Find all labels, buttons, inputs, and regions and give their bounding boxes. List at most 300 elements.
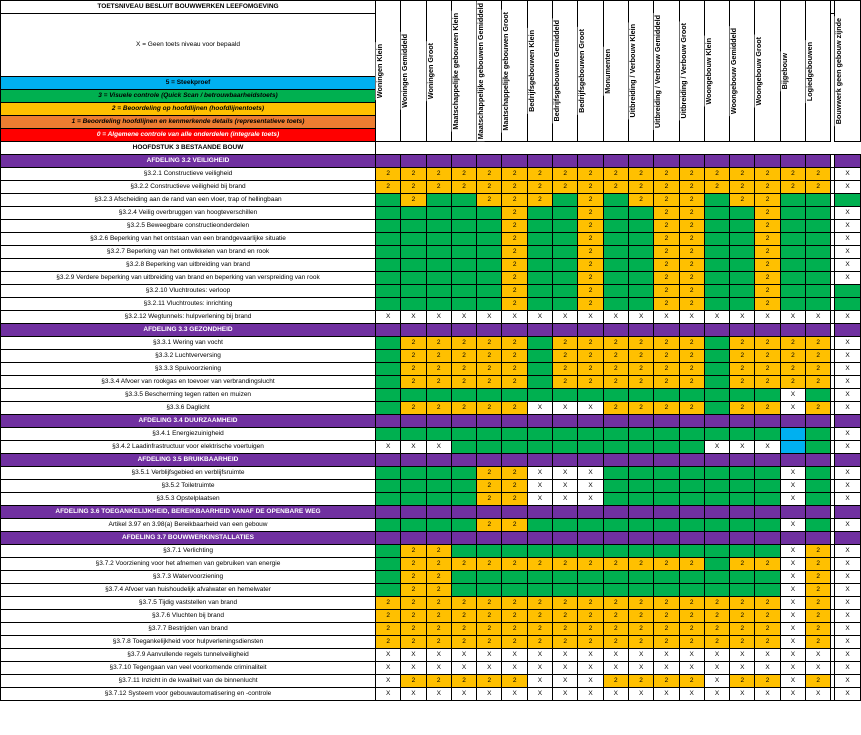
value-cell[interactable] bbox=[755, 441, 780, 454]
value-cell[interactable] bbox=[553, 636, 578, 649]
value-cell[interactable] bbox=[451, 181, 476, 194]
value-cell[interactable] bbox=[835, 597, 860, 610]
value-cell[interactable] bbox=[780, 311, 805, 324]
value-cell[interactable] bbox=[426, 519, 451, 532]
value-cell[interactable] bbox=[806, 584, 831, 597]
value-cell[interactable] bbox=[376, 675, 401, 688]
value-cell[interactable] bbox=[654, 389, 679, 402]
value-cell[interactable] bbox=[578, 584, 603, 597]
value-cell[interactable] bbox=[755, 688, 780, 701]
value-cell[interactable] bbox=[376, 311, 401, 324]
value-cell[interactable] bbox=[502, 428, 527, 441]
value-cell[interactable] bbox=[704, 285, 729, 298]
value-cell[interactable] bbox=[502, 220, 527, 233]
value-cell[interactable] bbox=[806, 402, 831, 415]
value-cell[interactable] bbox=[755, 623, 780, 636]
value-cell[interactable] bbox=[553, 428, 578, 441]
value-cell[interactable] bbox=[806, 441, 831, 454]
value-cell[interactable] bbox=[730, 220, 755, 233]
value-cell[interactable] bbox=[603, 350, 628, 363]
value-cell[interactable] bbox=[376, 376, 401, 389]
value-cell[interactable] bbox=[401, 389, 426, 402]
value-cell[interactable] bbox=[806, 675, 831, 688]
value-cell[interactable] bbox=[451, 467, 476, 480]
value-cell[interactable] bbox=[835, 285, 860, 298]
value-cell[interactable] bbox=[451, 168, 476, 181]
value-cell[interactable] bbox=[730, 636, 755, 649]
value-cell[interactable] bbox=[502, 298, 527, 311]
value-cell[interactable] bbox=[477, 363, 502, 376]
value-cell[interactable] bbox=[376, 233, 401, 246]
value-cell[interactable] bbox=[426, 376, 451, 389]
value-cell[interactable] bbox=[477, 389, 502, 402]
value-cell[interactable] bbox=[628, 675, 653, 688]
value-cell[interactable] bbox=[603, 311, 628, 324]
value-cell[interactable] bbox=[553, 298, 578, 311]
value-cell[interactable] bbox=[628, 311, 653, 324]
value-cell[interactable] bbox=[654, 688, 679, 701]
value-cell[interactable] bbox=[578, 207, 603, 220]
value-cell[interactable] bbox=[730, 597, 755, 610]
value-cell[interactable] bbox=[755, 337, 780, 350]
value-cell[interactable] bbox=[603, 337, 628, 350]
value-cell[interactable] bbox=[730, 207, 755, 220]
value-cell[interactable] bbox=[376, 480, 401, 493]
value-cell[interactable] bbox=[451, 597, 476, 610]
value-cell[interactable] bbox=[527, 623, 552, 636]
value-cell[interactable] bbox=[477, 493, 502, 506]
value-cell[interactable] bbox=[679, 233, 704, 246]
value-cell[interactable] bbox=[806, 220, 831, 233]
value-cell[interactable] bbox=[578, 636, 603, 649]
value-cell[interactable] bbox=[654, 285, 679, 298]
value-cell[interactable] bbox=[755, 480, 780, 493]
value-cell[interactable] bbox=[780, 571, 805, 584]
value-cell[interactable] bbox=[401, 636, 426, 649]
value-cell[interactable] bbox=[553, 584, 578, 597]
value-cell[interactable] bbox=[401, 168, 426, 181]
value-cell[interactable] bbox=[527, 493, 552, 506]
value-cell[interactable] bbox=[755, 168, 780, 181]
value-cell[interactable] bbox=[451, 376, 476, 389]
value-cell[interactable] bbox=[401, 311, 426, 324]
value-cell[interactable] bbox=[654, 610, 679, 623]
value-cell[interactable] bbox=[628, 207, 653, 220]
value-cell[interactable] bbox=[477, 571, 502, 584]
value-cell[interactable] bbox=[553, 610, 578, 623]
value-cell[interactable] bbox=[679, 649, 704, 662]
value-cell[interactable] bbox=[553, 688, 578, 701]
value-cell[interactable] bbox=[401, 350, 426, 363]
value-cell[interactable] bbox=[553, 545, 578, 558]
value-cell[interactable] bbox=[502, 610, 527, 623]
value-cell[interactable] bbox=[780, 194, 805, 207]
value-cell[interactable] bbox=[426, 285, 451, 298]
value-cell[interactable] bbox=[679, 571, 704, 584]
value-cell[interactable] bbox=[603, 467, 628, 480]
value-cell[interactable] bbox=[401, 649, 426, 662]
value-cell[interactable] bbox=[578, 298, 603, 311]
value-cell[interactable] bbox=[502, 441, 527, 454]
value-cell[interactable] bbox=[730, 259, 755, 272]
value-cell[interactable] bbox=[553, 623, 578, 636]
value-cell[interactable] bbox=[806, 545, 831, 558]
value-cell[interactable] bbox=[780, 285, 805, 298]
value-cell[interactable] bbox=[578, 688, 603, 701]
value-cell[interactable] bbox=[654, 428, 679, 441]
value-cell[interactable] bbox=[376, 597, 401, 610]
value-cell[interactable] bbox=[527, 220, 552, 233]
value-cell[interactable] bbox=[628, 376, 653, 389]
value-cell[interactable] bbox=[553, 207, 578, 220]
value-cell[interactable] bbox=[780, 402, 805, 415]
value-cell[interactable] bbox=[679, 597, 704, 610]
value-cell[interactable] bbox=[679, 467, 704, 480]
value-cell[interactable] bbox=[704, 220, 729, 233]
value-cell[interactable] bbox=[628, 584, 653, 597]
value-cell[interactable] bbox=[603, 610, 628, 623]
value-cell[interactable] bbox=[426, 441, 451, 454]
value-cell[interactable] bbox=[451, 441, 476, 454]
value-cell[interactable] bbox=[527, 311, 552, 324]
value-cell[interactable] bbox=[477, 311, 502, 324]
value-cell[interactable] bbox=[679, 389, 704, 402]
value-cell[interactable] bbox=[835, 480, 860, 493]
value-cell[interactable] bbox=[780, 636, 805, 649]
value-cell[interactable] bbox=[704, 389, 729, 402]
value-cell[interactable] bbox=[477, 220, 502, 233]
value-cell[interactable] bbox=[426, 233, 451, 246]
value-cell[interactable] bbox=[704, 597, 729, 610]
value-cell[interactable] bbox=[806, 662, 831, 675]
value-cell[interactable] bbox=[401, 298, 426, 311]
value-cell[interactable] bbox=[679, 181, 704, 194]
value-cell[interactable] bbox=[835, 467, 860, 480]
value-cell[interactable] bbox=[730, 376, 755, 389]
value-cell[interactable] bbox=[730, 311, 755, 324]
value-cell[interactable] bbox=[730, 467, 755, 480]
value-cell[interactable] bbox=[806, 389, 831, 402]
value-cell[interactable] bbox=[451, 636, 476, 649]
value-cell[interactable] bbox=[401, 480, 426, 493]
value-cell[interactable] bbox=[527, 662, 552, 675]
value-cell[interactable] bbox=[679, 207, 704, 220]
value-cell[interactable] bbox=[806, 246, 831, 259]
value-cell[interactable] bbox=[603, 220, 628, 233]
value-cell[interactable] bbox=[603, 597, 628, 610]
value-cell[interactable] bbox=[376, 285, 401, 298]
value-cell[interactable] bbox=[654, 168, 679, 181]
value-cell[interactable] bbox=[502, 584, 527, 597]
value-cell[interactable] bbox=[553, 649, 578, 662]
value-cell[interactable] bbox=[502, 285, 527, 298]
value-cell[interactable] bbox=[477, 428, 502, 441]
value-cell[interactable] bbox=[477, 337, 502, 350]
value-cell[interactable] bbox=[401, 610, 426, 623]
value-cell[interactable] bbox=[654, 376, 679, 389]
value-cell[interactable] bbox=[780, 350, 805, 363]
value-cell[interactable] bbox=[527, 207, 552, 220]
value-cell[interactable] bbox=[806, 467, 831, 480]
value-cell[interactable] bbox=[780, 480, 805, 493]
value-cell[interactable] bbox=[704, 623, 729, 636]
value-cell[interactable] bbox=[578, 402, 603, 415]
value-cell[interactable] bbox=[603, 298, 628, 311]
value-cell[interactable] bbox=[730, 168, 755, 181]
value-cell[interactable] bbox=[835, 558, 860, 571]
value-cell[interactable] bbox=[603, 376, 628, 389]
value-cell[interactable] bbox=[578, 337, 603, 350]
value-cell[interactable] bbox=[376, 350, 401, 363]
value-cell[interactable] bbox=[679, 298, 704, 311]
value-cell[interactable] bbox=[401, 337, 426, 350]
value-cell[interactable] bbox=[451, 545, 476, 558]
value-cell[interactable] bbox=[426, 584, 451, 597]
value-cell[interactable] bbox=[704, 610, 729, 623]
value-cell[interactable] bbox=[679, 610, 704, 623]
value-cell[interactable] bbox=[806, 194, 831, 207]
value-cell[interactable] bbox=[401, 207, 426, 220]
value-cell[interactable] bbox=[654, 571, 679, 584]
value-cell[interactable] bbox=[730, 610, 755, 623]
value-cell[interactable] bbox=[401, 662, 426, 675]
value-cell[interactable] bbox=[654, 558, 679, 571]
value-cell[interactable] bbox=[835, 402, 860, 415]
value-cell[interactable] bbox=[553, 246, 578, 259]
value-cell[interactable] bbox=[477, 545, 502, 558]
value-cell[interactable] bbox=[502, 636, 527, 649]
value-cell[interactable] bbox=[578, 675, 603, 688]
value-cell[interactable] bbox=[578, 389, 603, 402]
value-cell[interactable] bbox=[835, 350, 860, 363]
value-cell[interactable] bbox=[426, 194, 451, 207]
value-cell[interactable] bbox=[477, 675, 502, 688]
value-cell[interactable] bbox=[527, 649, 552, 662]
value-cell[interactable] bbox=[451, 350, 476, 363]
value-cell[interactable] bbox=[401, 675, 426, 688]
value-cell[interactable] bbox=[426, 493, 451, 506]
value-cell[interactable] bbox=[376, 571, 401, 584]
value-cell[interactable] bbox=[578, 194, 603, 207]
value-cell[interactable] bbox=[730, 480, 755, 493]
value-cell[interactable] bbox=[502, 233, 527, 246]
value-cell[interactable] bbox=[628, 389, 653, 402]
value-cell[interactable] bbox=[426, 597, 451, 610]
value-cell[interactable] bbox=[835, 389, 860, 402]
value-cell[interactable] bbox=[704, 662, 729, 675]
value-cell[interactable] bbox=[376, 623, 401, 636]
value-cell[interactable] bbox=[755, 597, 780, 610]
value-cell[interactable] bbox=[679, 584, 704, 597]
value-cell[interactable] bbox=[628, 285, 653, 298]
value-cell[interactable] bbox=[628, 636, 653, 649]
value-cell[interactable] bbox=[578, 272, 603, 285]
value-cell[interactable] bbox=[578, 350, 603, 363]
value-cell[interactable] bbox=[603, 207, 628, 220]
value-cell[interactable] bbox=[679, 558, 704, 571]
value-cell[interactable] bbox=[553, 441, 578, 454]
value-cell[interactable] bbox=[835, 519, 860, 532]
value-cell[interactable] bbox=[451, 688, 476, 701]
value-cell[interactable] bbox=[704, 168, 729, 181]
value-cell[interactable] bbox=[755, 571, 780, 584]
value-cell[interactable] bbox=[401, 402, 426, 415]
value-cell[interactable] bbox=[654, 402, 679, 415]
value-cell[interactable] bbox=[755, 220, 780, 233]
value-cell[interactable] bbox=[401, 584, 426, 597]
value-cell[interactable] bbox=[502, 181, 527, 194]
value-cell[interactable] bbox=[755, 428, 780, 441]
value-cell[interactable] bbox=[679, 545, 704, 558]
value-cell[interactable] bbox=[477, 467, 502, 480]
value-cell[interactable] bbox=[376, 207, 401, 220]
value-cell[interactable] bbox=[603, 285, 628, 298]
value-cell[interactable] bbox=[477, 558, 502, 571]
value-cell[interactable] bbox=[755, 350, 780, 363]
value-cell[interactable] bbox=[376, 181, 401, 194]
value-cell[interactable] bbox=[730, 441, 755, 454]
value-cell[interactable] bbox=[806, 311, 831, 324]
value-cell[interactable] bbox=[578, 662, 603, 675]
value-cell[interactable] bbox=[780, 207, 805, 220]
value-cell[interactable] bbox=[835, 207, 860, 220]
value-cell[interactable] bbox=[704, 545, 729, 558]
value-cell[interactable] bbox=[704, 194, 729, 207]
value-cell[interactable] bbox=[502, 597, 527, 610]
value-cell[interactable] bbox=[603, 558, 628, 571]
value-cell[interactable] bbox=[553, 467, 578, 480]
value-cell[interactable] bbox=[730, 493, 755, 506]
value-cell[interactable] bbox=[578, 571, 603, 584]
value-cell[interactable] bbox=[628, 545, 653, 558]
value-cell[interactable] bbox=[502, 467, 527, 480]
value-cell[interactable] bbox=[654, 597, 679, 610]
value-cell[interactable] bbox=[704, 441, 729, 454]
value-cell[interactable] bbox=[654, 441, 679, 454]
value-cell[interactable] bbox=[806, 649, 831, 662]
value-cell[interactable] bbox=[553, 597, 578, 610]
value-cell[interactable] bbox=[704, 272, 729, 285]
value-cell[interactable] bbox=[578, 285, 603, 298]
value-cell[interactable] bbox=[553, 402, 578, 415]
value-cell[interactable] bbox=[730, 571, 755, 584]
value-cell[interactable] bbox=[502, 558, 527, 571]
value-cell[interactable] bbox=[654, 207, 679, 220]
value-cell[interactable] bbox=[654, 363, 679, 376]
value-cell[interactable] bbox=[426, 571, 451, 584]
value-cell[interactable] bbox=[502, 649, 527, 662]
value-cell[interactable] bbox=[451, 558, 476, 571]
value-cell[interactable] bbox=[628, 246, 653, 259]
value-cell[interactable] bbox=[426, 272, 451, 285]
value-cell[interactable] bbox=[780, 246, 805, 259]
value-cell[interactable] bbox=[806, 636, 831, 649]
value-cell[interactable] bbox=[451, 519, 476, 532]
value-cell[interactable] bbox=[704, 337, 729, 350]
value-cell[interactable] bbox=[578, 376, 603, 389]
value-cell[interactable] bbox=[477, 272, 502, 285]
value-cell[interactable] bbox=[704, 207, 729, 220]
value-cell[interactable] bbox=[755, 298, 780, 311]
value-cell[interactable] bbox=[401, 571, 426, 584]
value-cell[interactable] bbox=[679, 376, 704, 389]
value-cell[interactable] bbox=[376, 558, 401, 571]
value-cell[interactable] bbox=[502, 623, 527, 636]
value-cell[interactable] bbox=[835, 220, 860, 233]
value-cell[interactable] bbox=[806, 272, 831, 285]
value-cell[interactable] bbox=[835, 168, 860, 181]
value-cell[interactable] bbox=[502, 194, 527, 207]
value-cell[interactable] bbox=[502, 363, 527, 376]
value-cell[interactable] bbox=[679, 402, 704, 415]
value-cell[interactable] bbox=[401, 519, 426, 532]
value-cell[interactable] bbox=[704, 584, 729, 597]
value-cell[interactable] bbox=[780, 662, 805, 675]
value-cell[interactable] bbox=[578, 610, 603, 623]
value-cell[interactable] bbox=[654, 246, 679, 259]
value-cell[interactable] bbox=[376, 584, 401, 597]
value-cell[interactable] bbox=[376, 610, 401, 623]
value-cell[interactable] bbox=[376, 493, 401, 506]
value-cell[interactable] bbox=[502, 272, 527, 285]
value-cell[interactable] bbox=[679, 246, 704, 259]
value-cell[interactable] bbox=[578, 558, 603, 571]
value-cell[interactable] bbox=[578, 220, 603, 233]
value-cell[interactable] bbox=[730, 623, 755, 636]
value-cell[interactable] bbox=[553, 480, 578, 493]
value-cell[interactable] bbox=[730, 428, 755, 441]
value-cell[interactable] bbox=[376, 168, 401, 181]
value-cell[interactable] bbox=[451, 610, 476, 623]
value-cell[interactable] bbox=[502, 571, 527, 584]
value-cell[interactable] bbox=[502, 389, 527, 402]
value-cell[interactable] bbox=[654, 493, 679, 506]
value-cell[interactable] bbox=[806, 428, 831, 441]
value-cell[interactable] bbox=[502, 168, 527, 181]
value-cell[interactable] bbox=[704, 467, 729, 480]
value-cell[interactable] bbox=[704, 298, 729, 311]
value-cell[interactable] bbox=[578, 311, 603, 324]
value-cell[interactable] bbox=[780, 272, 805, 285]
value-cell[interactable] bbox=[730, 402, 755, 415]
value-cell[interactable] bbox=[780, 389, 805, 402]
value-cell[interactable] bbox=[426, 259, 451, 272]
value-cell[interactable] bbox=[553, 233, 578, 246]
value-cell[interactable] bbox=[755, 545, 780, 558]
value-cell[interactable] bbox=[451, 311, 476, 324]
value-cell[interactable] bbox=[502, 337, 527, 350]
value-cell[interactable] bbox=[376, 298, 401, 311]
value-cell[interactable] bbox=[426, 480, 451, 493]
value-cell[interactable] bbox=[553, 363, 578, 376]
value-cell[interactable] bbox=[835, 233, 860, 246]
value-cell[interactable] bbox=[755, 376, 780, 389]
value-cell[interactable] bbox=[704, 246, 729, 259]
value-cell[interactable] bbox=[806, 168, 831, 181]
value-cell[interactable] bbox=[755, 675, 780, 688]
value-cell[interactable] bbox=[527, 337, 552, 350]
value-cell[interactable] bbox=[527, 194, 552, 207]
value-cell[interactable] bbox=[527, 584, 552, 597]
value-cell[interactable] bbox=[477, 480, 502, 493]
value-cell[interactable] bbox=[806, 285, 831, 298]
value-cell[interactable] bbox=[578, 480, 603, 493]
value-cell[interactable] bbox=[755, 389, 780, 402]
value-cell[interactable] bbox=[806, 558, 831, 571]
value-cell[interactable] bbox=[376, 402, 401, 415]
value-cell[interactable] bbox=[502, 259, 527, 272]
value-cell[interactable] bbox=[502, 311, 527, 324]
